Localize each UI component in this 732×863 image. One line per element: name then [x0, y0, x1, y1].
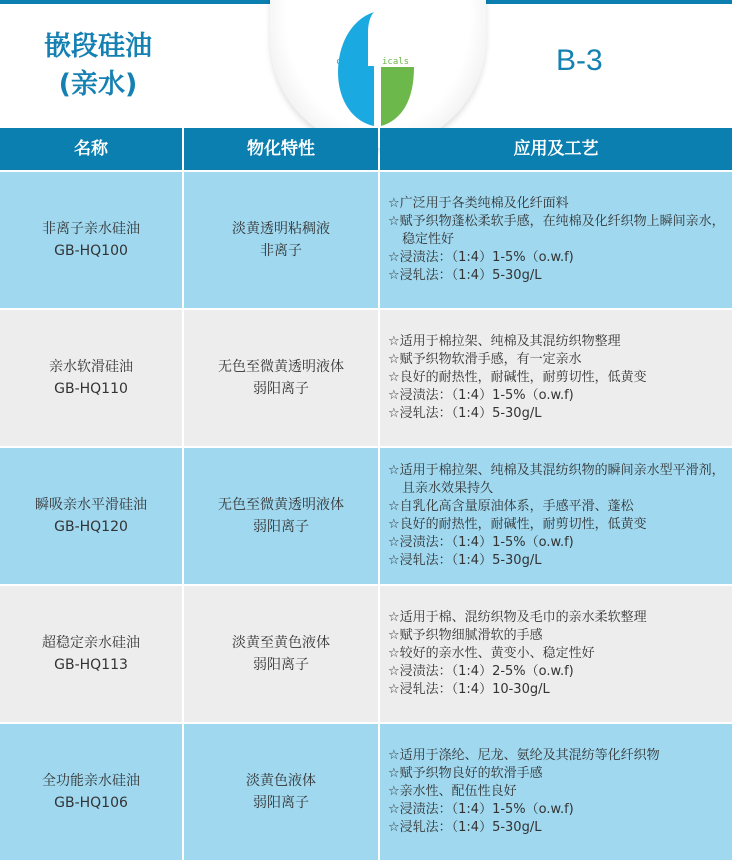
application-item: ☆适用于棉、混纺织物及毛巾的亲水柔软整理 — [388, 610, 647, 625]
properties-cell — [184, 172, 378, 308]
star-icon: ☆ — [388, 517, 400, 532]
application-item: ☆浸渍法：（1:4）1-5%（o.w.f) — [388, 250, 574, 265]
application-cell — [380, 310, 732, 446]
application-item: ☆浸轧法：（1:4）5-30g/L — [388, 406, 542, 421]
application-item: ☆自乳化高含量原油体系，手感平滑、蓬松 — [388, 499, 634, 514]
application-item: ☆良好的耐热性，耐碱性，耐剪切性，低黄变 — [388, 517, 647, 532]
application-item: ☆良好的耐热性，耐碱性，耐剪切性，低黄变 — [388, 370, 647, 385]
product-name-cell — [0, 448, 182, 584]
properties-cell — [184, 724, 378, 860]
star-icon: ☆ — [388, 370, 400, 385]
application-item: ☆赋予织物良好的软滑手感 — [388, 766, 543, 781]
application-item: ☆浸渍法：（1:4）2-5%（o.w.f) — [388, 664, 574, 679]
appearance: 淡黄透明粘稠液 — [232, 221, 330, 237]
logo-text: chem — [336, 57, 358, 67]
star-icon: ☆ — [388, 610, 400, 625]
properties-cell — [184, 448, 378, 584]
product-name: 亲水软滑硅油 — [49, 359, 133, 375]
star-icon: ☆ — [388, 784, 400, 799]
star-icon: ☆ — [388, 820, 400, 835]
product-name-cell — [0, 586, 182, 722]
product-model: GB-HQ100 — [54, 243, 128, 259]
application-list — [388, 195, 732, 285]
star-icon: ☆ — [388, 766, 400, 781]
product-model: GB-HQ106 — [54, 795, 128, 811]
application-cell — [380, 586, 732, 722]
application-item: ☆赋予织物蓬松柔软手感，在纯棉及化纤织物上瞬间亲水，稳定性好 — [388, 214, 725, 247]
application-item: ☆浸渍法：（1:4）1-5%（o.w.f) — [388, 535, 574, 550]
star-icon: ☆ — [388, 748, 400, 763]
ionicity: 弱阳离子 — [253, 519, 309, 535]
application-item: ☆亲水性、配伍性良好 — [388, 784, 517, 799]
star-icon: ☆ — [388, 334, 400, 349]
application-cell — [380, 724, 732, 860]
star-icon: ☆ — [388, 535, 400, 550]
star-icon: ☆ — [388, 802, 400, 817]
properties-cell — [184, 310, 378, 446]
application-item: ☆浸渍法：（1:4）1-5%（o.w.f) — [388, 802, 574, 817]
table-row — [0, 310, 732, 446]
page-title — [38, 28, 158, 104]
product-name: 超稳定亲水硅油 — [42, 635, 140, 651]
application-item: ☆较好的亲水性、黄变小、稳定性好 — [388, 646, 595, 661]
product-model: GB-HQ113 — [54, 657, 128, 673]
table-row — [0, 724, 732, 860]
application-list — [388, 609, 647, 699]
application-item: ☆浸轧法：（1:4）5-30g/L — [388, 820, 542, 835]
star-icon: ☆ — [388, 196, 400, 211]
star-icon: ☆ — [388, 388, 400, 403]
column-header-properties: 物化特性 — [184, 128, 378, 170]
star-icon: ☆ — [388, 628, 400, 643]
svg-text:icals: icals — [382, 57, 410, 67]
product-name-cell — [0, 310, 182, 446]
product-name-cell — [0, 172, 182, 308]
application-item: ☆适用于棉拉架、纯棉及其混纺织物整理 — [388, 334, 621, 349]
star-icon: ☆ — [388, 352, 400, 367]
star-icon: ☆ — [388, 646, 400, 661]
product-model: GB-HQ120 — [54, 519, 128, 535]
table-row — [0, 586, 732, 722]
star-icon: ☆ — [388, 682, 400, 697]
product-model: GB-HQ110 — [54, 381, 128, 397]
application-list — [388, 333, 647, 423]
table-row — [0, 172, 732, 308]
properties-cell — [184, 586, 378, 722]
product-name-cell — [0, 724, 182, 860]
application-list — [388, 462, 732, 570]
star-icon: ☆ — [388, 214, 400, 229]
application-list — [388, 747, 660, 837]
title-line-2: (亲水) — [58, 69, 138, 100]
ionicity: 弱阳离子 — [253, 381, 309, 397]
star-icon: ☆ — [388, 268, 400, 283]
chemicals-logo — [330, 10, 426, 130]
title-line-1: 嵌段硅油 — [44, 31, 152, 62]
star-icon: ☆ — [388, 664, 400, 679]
table-row — [0, 448, 732, 584]
application-item: ☆浸轧法：（1:4）5-30g/L — [388, 553, 542, 568]
product-name: 瞬吸亲水平滑硅油 — [35, 497, 147, 513]
star-icon: ☆ — [388, 553, 400, 568]
column-header-application: 应用及工艺 — [380, 128, 732, 170]
application-cell — [380, 172, 732, 308]
ionicity: 弱阳离子 — [253, 795, 309, 811]
appearance: 无色至微黄透明液体 — [218, 497, 344, 513]
star-icon: ☆ — [388, 463, 400, 478]
appearance: 淡黄至黄色液体 — [232, 635, 330, 651]
star-icon: ☆ — [388, 406, 400, 421]
appearance: 无色至微黄透明液体 — [218, 359, 344, 375]
application-item: ☆浸轧法：（1:4）10-30g/L — [388, 682, 550, 697]
product-name: 全功能亲水硅油 — [42, 773, 140, 789]
product-code: B-3 — [556, 44, 603, 77]
star-icon: ☆ — [388, 499, 400, 514]
logo-badge — [270, 0, 486, 148]
application-item: ☆浸轧法：（1:4）5-30g/L — [388, 268, 542, 283]
application-item: ☆赋予织物软滑手感，有一定亲水 — [388, 352, 582, 367]
column-header-name: 名称 — [0, 128, 182, 170]
application-item: ☆赋予织物细腻滑软的手感 — [388, 628, 543, 643]
application-item: ☆适用于涤纶、尼龙、氨纶及其混纺等化纤织物 — [388, 748, 660, 763]
appearance: 淡黄色液体 — [246, 773, 316, 789]
application-item: ☆适用于棉拉架、纯棉及其混纺织物的瞬间亲水型平滑剂，且亲水效果持久 — [388, 463, 725, 496]
star-icon: ☆ — [388, 250, 400, 265]
table-header — [0, 128, 732, 170]
ionicity: 非离子 — [260, 243, 302, 259]
application-item: ☆广泛用于各类纯棉及化纤面料 — [388, 196, 569, 211]
application-cell — [380, 448, 732, 584]
ionicity: 弱阳离子 — [253, 657, 309, 673]
application-item: ☆浸渍法：（1:4）1-5%（o.w.f) — [388, 388, 574, 403]
product-name: 非离子亲水硅油 — [42, 221, 140, 237]
product-table — [0, 128, 732, 862]
